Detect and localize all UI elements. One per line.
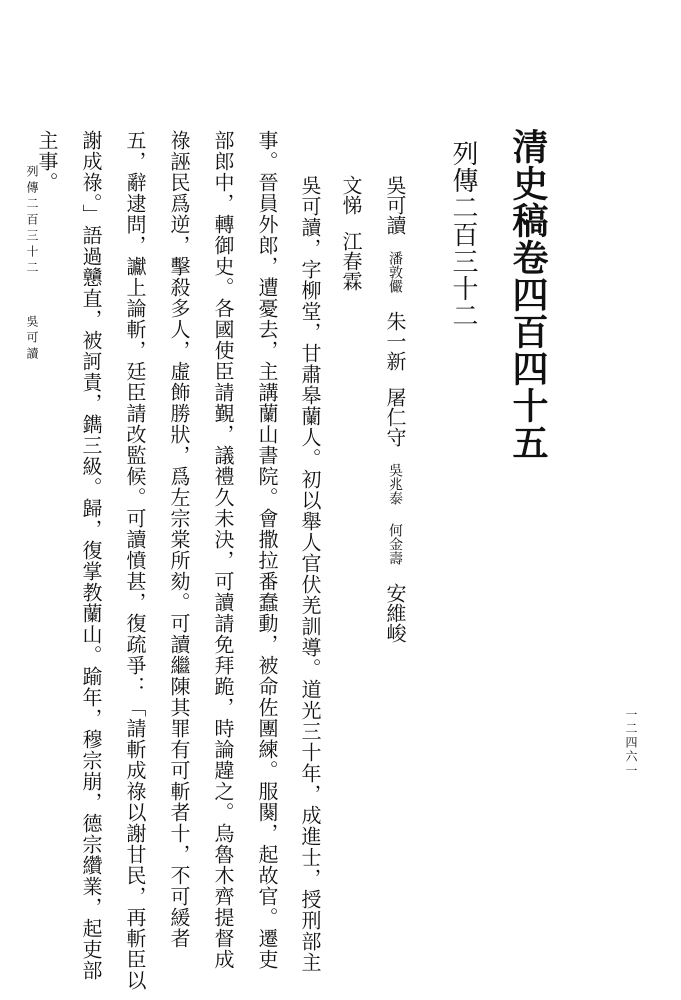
biography-names-line-1: [385, 175, 405, 659]
body-column-6: 謝成祿。」語過戇直，被訶責，鐫三級。歸，復掌教蘭山。踰年，穆宗崩，德宗纘業，起吏部: [79, 130, 103, 981]
biography-name-3: 屠仁守: [383, 387, 407, 447]
biography-name-2: 朱一新: [383, 311, 407, 371]
body-column-5: 五，辭逮問，讞上論斬，廷臣請改監候。可讀憤甚，復疏爭：「請斬成祿以謝甘民，再斬臣以: [123, 130, 147, 991]
running-head-name: 吳可讀: [25, 315, 39, 363]
biography-names-line-2: [341, 175, 361, 307]
body-column-4: 祿誣民爲逆，擊殺多人，虛飾勝狀，爲左宗棠所劾。可讀繼陳其罪有可斬者十，不可緩者: [167, 130, 191, 949]
running-head: [26, 165, 38, 363]
body-column-2: 事。晉員外郎，遭憂去，主講蘭山書院。會撒拉番蠢動，被命佐團練。服闋，起故官。遷吏: [255, 130, 279, 970]
running-head-chapter: 列傳二百三十二: [25, 165, 39, 277]
body-column-1: 吳可讀，字柳堂，甘肅皋蘭人。初以舉人官伏羌訓導。道光三十年，成進士，授刑部主: [298, 175, 322, 973]
chapter-title: 清史稿卷四百四十五: [507, 128, 549, 461]
biography-name-0: 文悌: [339, 175, 363, 215]
biography-name-5: 何金壽: [387, 523, 403, 565]
chapter-subtitle: 列傳二百三十二: [448, 140, 478, 329]
biography-name-1: 江春霖: [339, 231, 363, 291]
body-column-7: 主事。: [35, 130, 59, 193]
biography-name-0: 吳可讀: [383, 175, 407, 235]
biography-name-1: 潘敦儼: [387, 251, 403, 293]
biography-name-4: 吳兆泰: [387, 463, 403, 505]
biography-name-6: 安維峻: [383, 583, 407, 643]
page-number: 一二四六一: [624, 708, 638, 778]
body-column-3: 部郎中，轉御史。各國使臣請覲，議禮久未決，可讀請免拜跪，時論韙之。烏魯木齊提督成: [211, 130, 235, 970]
